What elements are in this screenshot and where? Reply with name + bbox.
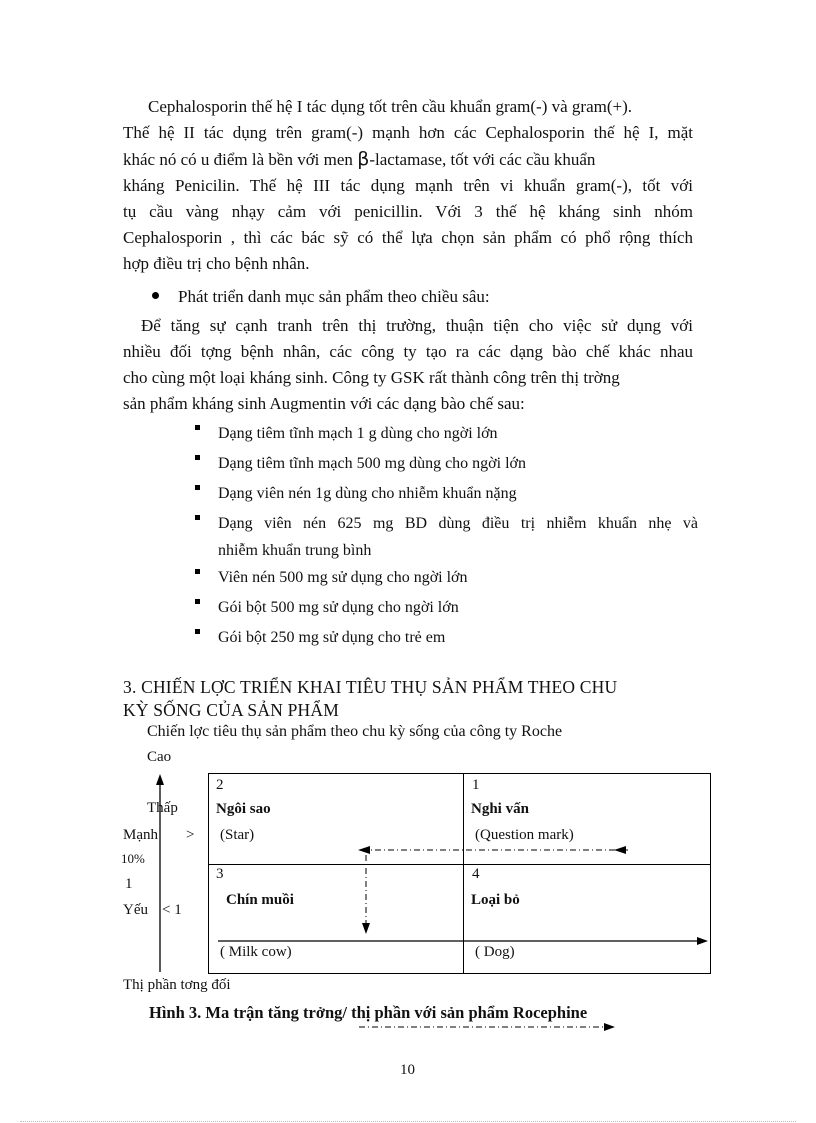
intro-paragraph — [123, 94, 693, 277]
list-item — [193, 449, 698, 479]
para2-line: Để tăng sự cạnh tranh trên thị trường, thuận tiện cho việc sử dụng với — [141, 316, 693, 335]
square-bullet-icon — [195, 569, 200, 574]
bullet-dot-icon — [152, 292, 159, 299]
vertical-axis-arrow — [153, 774, 167, 972]
quadrant-milk-en: ( Milk cow) — [220, 944, 292, 960]
quadrant-milk-name: Chín muồi — [226, 892, 294, 908]
list-item-text: Dạng tiêm tĩnh mạch 1 g dùng cho ngời lớn — [218, 425, 498, 442]
square-bullet-icon — [195, 485, 200, 490]
quadrant-dog-name: Loại bỏ — [471, 892, 520, 908]
list-item — [193, 593, 698, 623]
axis-weak-label: Yếu — [123, 902, 148, 918]
square-bullet-icon — [195, 515, 200, 520]
intro-line: Thế hệ II tác dụng trên gram(-) mạnh hơn các Cephalosporin thế hệ I, mặt — [123, 123, 693, 142]
list-item-text: Dạng tiêm tĩnh mạch 500 mg dùng cho ngời lớn — [218, 455, 526, 472]
quadrant-question-en: (Question mark) — [475, 827, 574, 843]
quadrant-star-name: Ngôi sao — [216, 801, 271, 817]
square-bullet-icon — [195, 425, 200, 430]
quadrant-star-number: 2 — [216, 777, 224, 793]
page-number: 10 — [400, 1062, 415, 1078]
intro-line: kháng Penicilin. Thế hệ III tác dụng mạnh trên vi khuẩn gram(-), tốt với — [123, 176, 693, 195]
product-lifecycle-arrows — [208, 773, 711, 974]
quadrant-milk-number: 3 — [216, 866, 224, 882]
intro-line-text: -lactamase, tốt với các cầu khuẩn — [369, 150, 596, 169]
quadrant-question-number: 1 — [472, 777, 480, 793]
section-heading-line: KỲ SỐNG CỦA SẢN PHẨM — [123, 700, 339, 720]
intro-line-beta — [123, 146, 693, 173]
quadrant-dog-en: ( Dog) — [475, 944, 515, 960]
square-bullet-icon — [195, 599, 200, 604]
square-bullet-icon — [195, 629, 200, 634]
intro-line-part — [123, 146, 595, 173]
axis-x-label: Thị phần tơng đối — [123, 977, 231, 993]
list-item-text: Dạng viên nén 625 mg BD dùng điều trị nhiễm khuẩn nhẹ và — [218, 515, 698, 532]
axis-high-label: Cao — [147, 749, 172, 765]
quadrant-star-en: (Star) — [220, 827, 255, 843]
intro-line: hợp điều trị cho bệnh nhân. — [123, 254, 310, 273]
list-item-text: Dạng viên nén 1g dùng cho nhiễm khuẩn nặng — [218, 485, 517, 502]
page-bottom-border — [20, 1121, 796, 1122]
axis-ten-pct-label: 10% — [121, 851, 145, 866]
axis-gt-label: > — [186, 827, 195, 843]
axis-low-label: Thấp — [147, 800, 178, 816]
list-item — [193, 419, 698, 449]
list-item — [193, 563, 698, 593]
quadrant-dog-number: 4 — [472, 866, 480, 882]
list-item-text: nhiễm khuẩn trung bình — [218, 542, 372, 559]
list-item-text: Gói bột 500 mg sử dụng cho ngời lớn — [218, 599, 459, 616]
section-heading-line: 3. CHIẾN LỢC TRIỂN KHAI TIÊU THỤ SẢN PHẨM THEO CHU — [123, 677, 618, 697]
bullet-heading: Phát triển danh mục sản phẩm theo chiều sâu: — [178, 287, 490, 306]
list-item — [193, 623, 698, 653]
list-item-text: Viên nén 500 mg sử dụng cho ngời lớn — [218, 569, 468, 586]
caption-dashed-arrow — [355, 1022, 617, 1032]
intro-line: tụ cầu vàng nhạy cảm với penicillin. Với 3 thế hệ kháng sinh nhóm — [123, 202, 693, 221]
matrix-intro: Chiến lợc tiêu thụ sản phẩm theo chu kỳ sống của công ty Roche — [147, 723, 563, 740]
quadrant-question-name: Nghi vấn — [471, 801, 529, 817]
para2-line: cho cùng một loại kháng sinh. Công ty GSK rất thành công trên thị trờng — [123, 368, 620, 387]
dosage-forms-list — [193, 419, 698, 653]
axis-one-label: 1 — [125, 876, 133, 892]
intro-line: Cephalosporin , thì các bác sỹ có thể lựa chọn sản phẩm có phổ rộng thích — [123, 228, 693, 247]
beta-symbol: β — [357, 148, 370, 170]
list-item — [193, 479, 698, 509]
list-item-text: Gói bột 250 mg sử dụng cho trẻ em — [218, 629, 446, 646]
list-item — [193, 509, 698, 563]
intro-line-text: khác nó có u điểm là bền với men — [123, 150, 353, 169]
paragraph-2 — [123, 313, 693, 417]
axis-strong-label: Mạnh — [123, 827, 158, 843]
axis-lt1-label: < 1 — [162, 902, 182, 918]
section-heading — [123, 676, 617, 722]
square-bullet-icon — [195, 455, 200, 460]
intro-line: Cephalosporin thế hệ I tác dụng tốt trên cầu khuẩn gram(-) và gram(+). — [148, 97, 633, 116]
figure-caption: Hình 3. Ma trận tăng trởng/ thị phần với sản phẩm Rocephine — [149, 1003, 588, 1022]
para2-line: sản phẩm kháng sinh Augmentin với các dạng bào chế sau: — [123, 394, 525, 413]
para2-line: nhiều đối tợng bệnh nhân, các công ty tạo ra các dạng bào chế khác nhau — [123, 342, 693, 361]
